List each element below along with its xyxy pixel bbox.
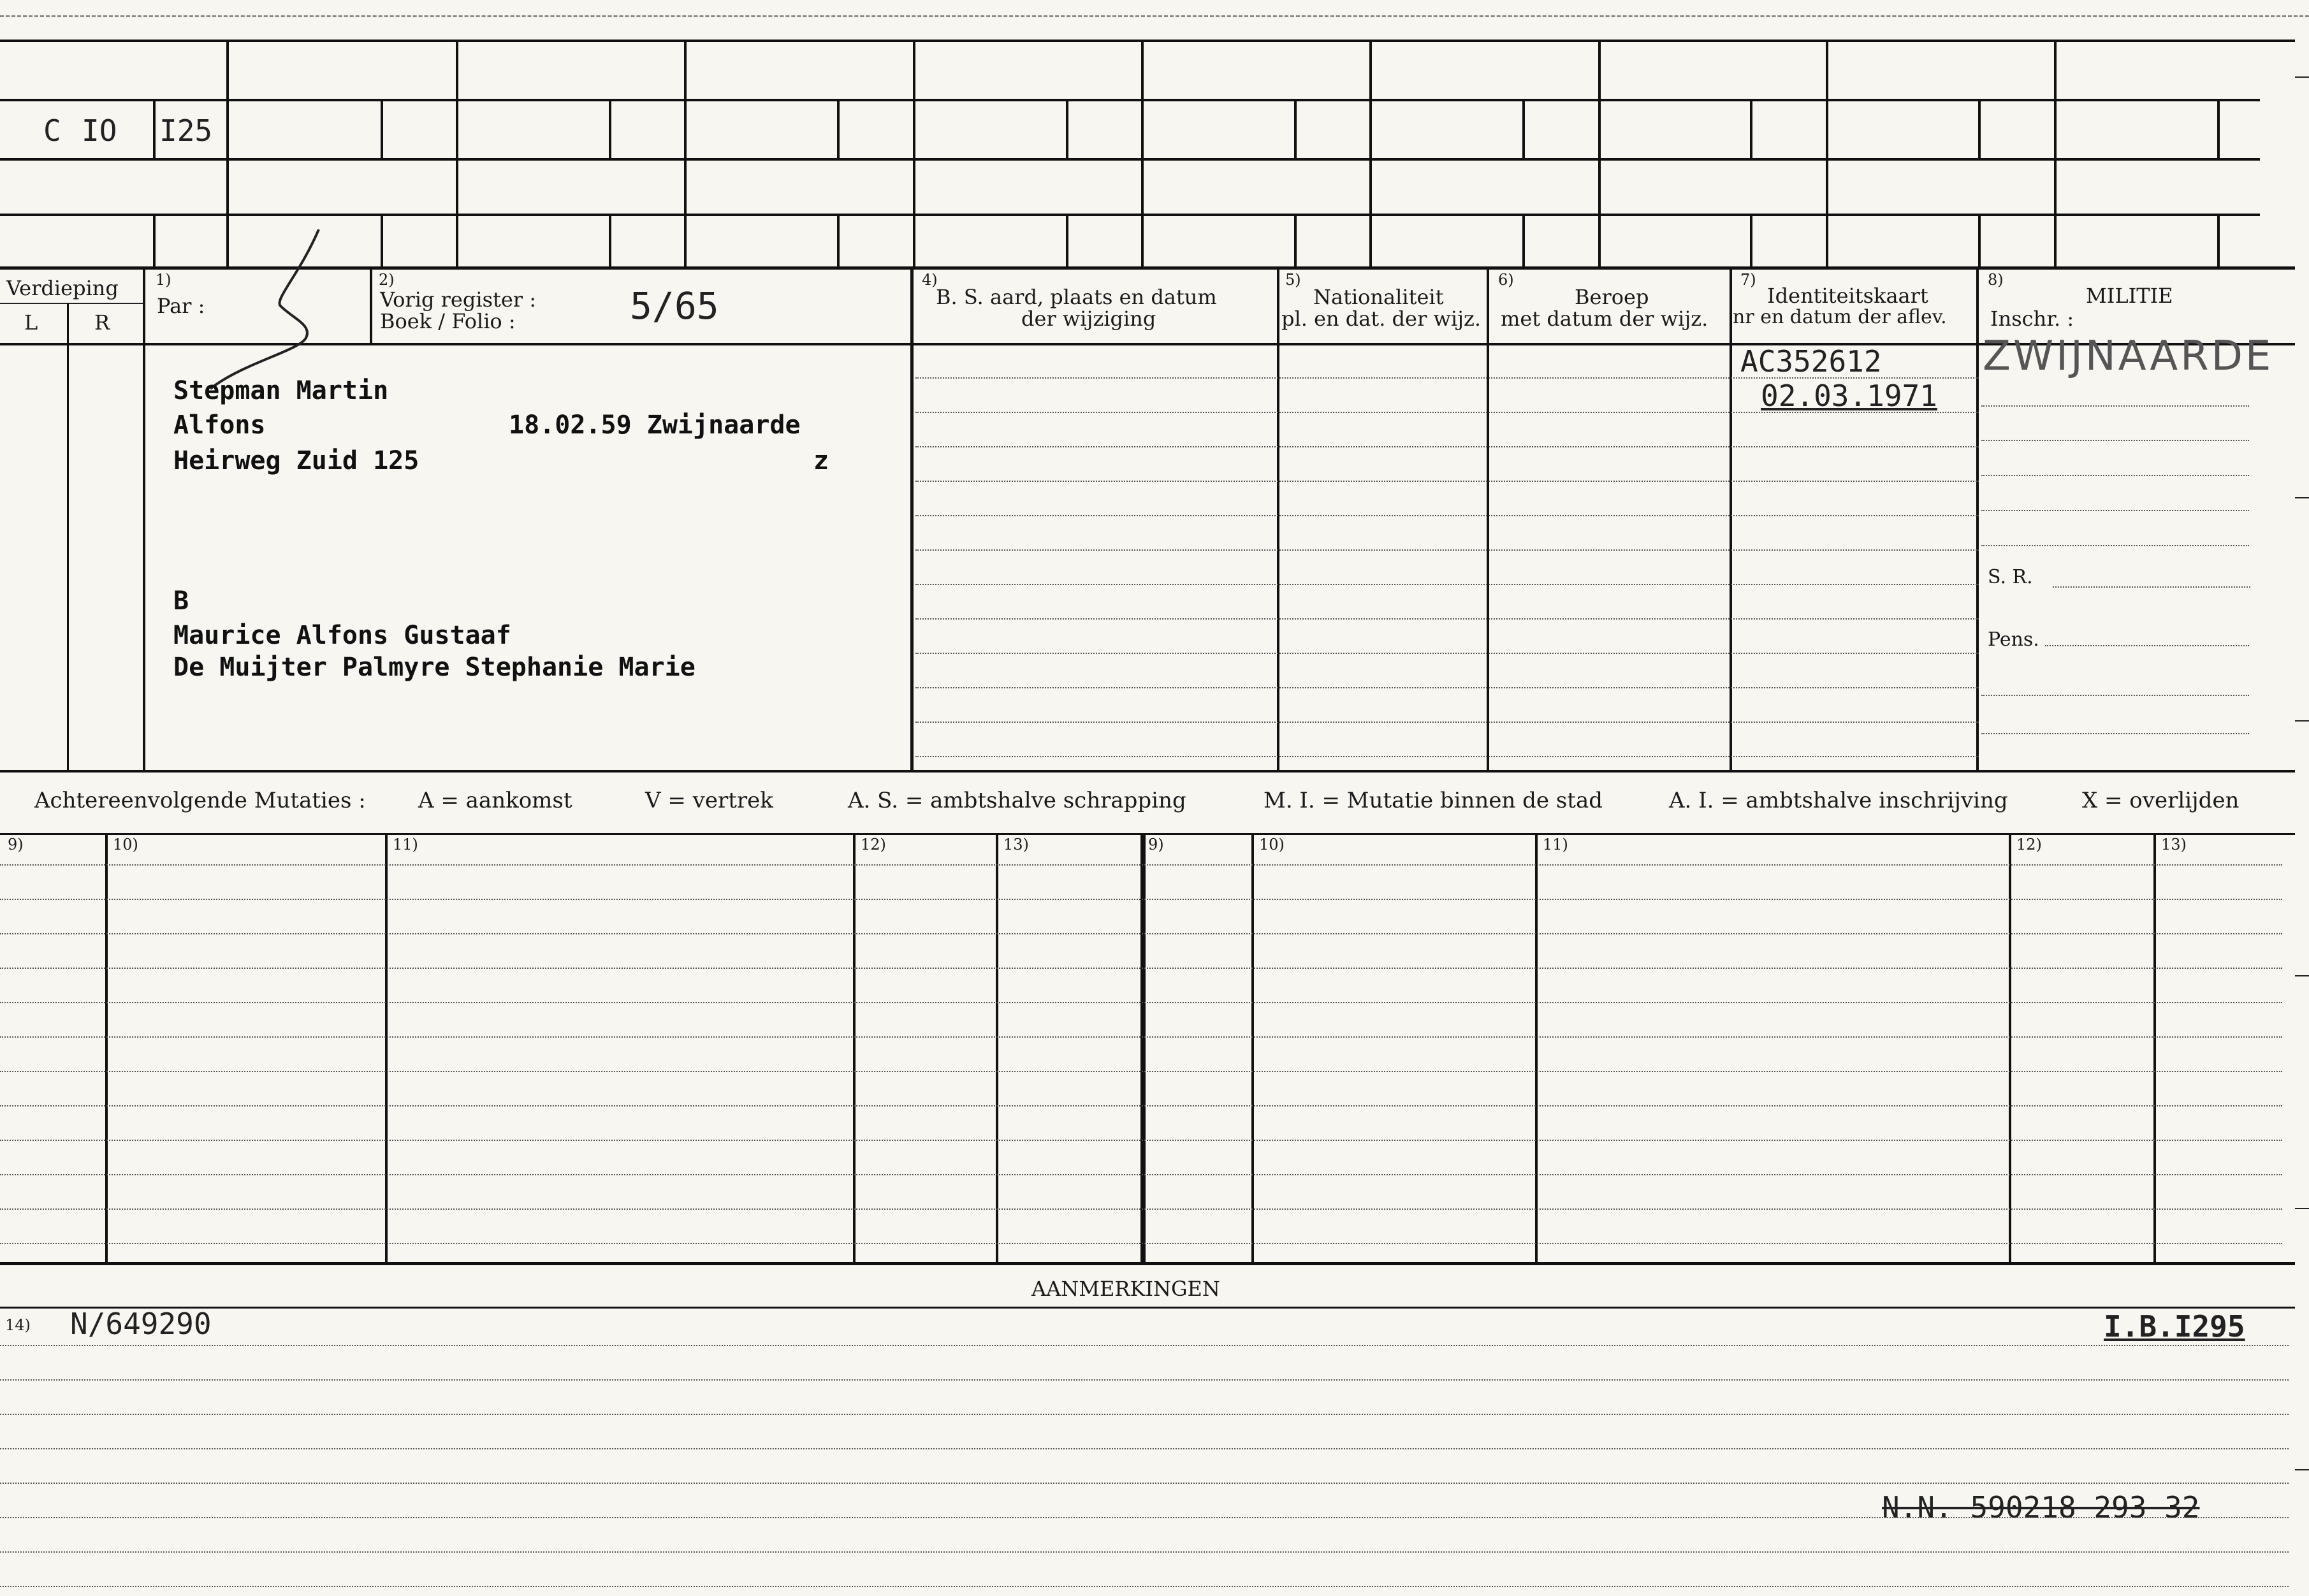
col4-num: 4): [922, 271, 938, 289]
grid-line: [1750, 214, 1752, 268]
mutation-column-line: [1251, 833, 1254, 1263]
grid-line: [1066, 214, 1068, 268]
mutation-row-line: [0, 1071, 2282, 1072]
mutation-column-num: 13): [1003, 836, 1029, 853]
edge-tick: [2295, 1469, 2309, 1470]
mutation-column-line: [853, 833, 856, 1263]
ruled-line: [915, 446, 1979, 447]
militia-sr: S. R.: [1988, 566, 2033, 588]
col7-subtitle: nr en datum der aflev.: [1733, 306, 1947, 328]
mutation-row-line: [0, 1243, 2282, 1244]
block-number: IO: [82, 113, 117, 148]
book-folio-value: 5/65: [630, 284, 719, 328]
grid-line: [1294, 214, 1297, 268]
grid-line: [0, 1307, 2295, 1309]
grid-line: [1066, 99, 1068, 158]
mutation-column-num: 13): [2161, 836, 2187, 853]
edge-tick: [2295, 76, 2309, 78]
grid-line: [2217, 99, 2220, 158]
legend-mi: M. I. = Mutatie binnen de stad: [1264, 788, 1603, 813]
floor-left: L: [24, 310, 38, 335]
ruled-line: [915, 618, 1979, 620]
mutation-row-line: [0, 1208, 2282, 1210]
grid-line: [1277, 268, 1279, 771]
par-num: 1): [156, 271, 171, 289]
remarks-code: I.B.I295: [2104, 1309, 2245, 1344]
prev-register-num: 2): [379, 271, 395, 289]
grid-line: [381, 214, 383, 268]
militia-line: [2053, 586, 2250, 588]
edge-tick: [2295, 497, 2309, 498]
grid-line: [67, 303, 69, 771]
book-folio-label: Boek / Folio :: [380, 309, 516, 333]
torn-top-edge: [0, 15, 2309, 26]
col5-title: Nationaliteit: [1313, 285, 1444, 309]
person-mother: De Muijter Palmyre Stephanie Marie: [173, 653, 696, 682]
mutation-column-num: 11): [393, 836, 418, 853]
person-address: Heirweg Zuid 125: [173, 446, 419, 475]
edge-tick: [2295, 975, 2309, 976]
mutation-column-num: 10): [1259, 836, 1285, 853]
col5-num: 5): [1285, 271, 1301, 289]
grid-line: [1598, 40, 1601, 268]
grid-line: [1294, 99, 1297, 158]
grid-line: [684, 40, 687, 268]
mutation-column-num: 12): [861, 836, 886, 853]
col6-num: 6): [1498, 271, 1514, 289]
grid-line: [456, 40, 458, 268]
grid-line: [153, 214, 156, 268]
grid-line: [609, 99, 611, 158]
legend-title: Achtereenvolgende Mutaties :: [34, 788, 366, 813]
remarks-line: [0, 1448, 2289, 1449]
remarks-line: [0, 1586, 2289, 1587]
remarks-title: AANMERKINGEN: [1031, 1277, 1220, 1301]
grid-line: [837, 99, 840, 158]
mutation-row-line: [0, 1002, 2282, 1003]
id-card-number: AC352612: [1740, 344, 1882, 379]
grid-line: [2054, 40, 2057, 268]
mutation-column-num: 12): [2016, 836, 2042, 853]
ruled-line: [915, 549, 1979, 551]
mutation-column-num: 9): [1148, 836, 1164, 853]
col8-num: 8): [1988, 271, 2004, 289]
grid-line: [153, 99, 156, 158]
prev-register-label: Vorig register :: [380, 287, 537, 312]
mutation-row-line: [0, 899, 2282, 900]
militia-line: [2045, 645, 2249, 646]
grid-line: [913, 40, 915, 268]
legend-as: A. S. = ambtshalve schrapping: [848, 788, 1186, 813]
militia-line: [1981, 440, 2249, 441]
remarks-line: [0, 1414, 2289, 1415]
remarks-line: [0, 1517, 2289, 1518]
grid-line: [1826, 40, 1828, 268]
ruled-line: [915, 584, 1979, 585]
mutation-column-line: [105, 833, 108, 1263]
militia-pens: Pens.: [1988, 628, 2039, 651]
floor-right: R: [94, 310, 110, 335]
mutation-column-num: 9): [8, 836, 24, 853]
remarks-line: [0, 1345, 2289, 1346]
mutation-column-line: [2009, 833, 2011, 1263]
mutation-row-line: [0, 1140, 2282, 1141]
grid-line: [0, 303, 143, 304]
mutation-column-line: [996, 833, 998, 1263]
militia-line: [1981, 733, 2249, 734]
grid-line: [1522, 214, 1525, 268]
grid-line: [1978, 99, 1981, 158]
grid-line: [0, 1262, 2295, 1265]
grid-line: [1141, 40, 1144, 268]
par-label: Par :: [157, 294, 205, 318]
remarks-reference: N/649290: [70, 1307, 212, 1341]
mutation-row-line: [0, 1036, 2282, 1038]
col4-title: B. S. aard, plaats en datum: [936, 285, 1217, 309]
mutation-column-line: [385, 833, 388, 1263]
grid-line: [2217, 214, 2220, 268]
mutation-column-line: [1140, 833, 1146, 1263]
id-card-date: 02.03.1971: [1761, 379, 1937, 413]
grid-line: [910, 268, 914, 771]
militia-title: MILITIE: [2086, 284, 2173, 308]
ruled-line: [915, 722, 1979, 723]
person-name: Stepman Martin: [173, 376, 389, 405]
person-second-name: Alfons: [173, 410, 266, 440]
grid-line: [381, 99, 383, 158]
grid-line: [0, 99, 2260, 101]
grid-line: [1976, 268, 1979, 771]
militia-line: [1981, 475, 2249, 476]
remarks-line: [0, 1551, 2289, 1553]
mutation-column-line: [2153, 833, 2156, 1263]
ruled-line: [915, 653, 1979, 654]
grid-line: [143, 268, 145, 771]
legend-ai: A. I. = ambtshalve inschrijving: [1669, 788, 2008, 813]
mutation-column-num: 10): [113, 836, 138, 853]
person-birth: 18.02.59 Zwijnaarde: [509, 410, 801, 440]
col4-subtitle: der wijziging: [1021, 307, 1156, 331]
house-number: I25: [159, 113, 213, 148]
mutation-column-line: [1535, 833, 1538, 1263]
mutation-column-num: 11): [1543, 836, 1568, 853]
militia-line: [1981, 695, 2249, 696]
col6-title: Beroep: [1575, 285, 1649, 309]
col7-title: Identiteitskaart: [1767, 284, 1928, 308]
mutation-row-line: [0, 1105, 2282, 1106]
grid-line: [1487, 268, 1489, 771]
grid-line: [0, 214, 2260, 216]
floor-label: Verdieping: [6, 276, 119, 300]
militia-line: [1981, 405, 2249, 407]
legend-x: X = overlijden: [2082, 788, 2240, 813]
grid-line: [0, 833, 2295, 835]
mutation-row-line: [0, 1174, 2282, 1175]
militia-stamp: ZWIJNAARDE: [1983, 333, 2274, 380]
block-letter: C: [43, 113, 61, 148]
grid-line: [0, 158, 2260, 161]
grid-line: [1730, 268, 1732, 771]
legend-a: A = aankomst: [418, 788, 572, 813]
mutation-row-line: [0, 968, 2282, 969]
remarks-line: [0, 1483, 2289, 1484]
col7-num: 7): [1740, 271, 1756, 289]
grid-line: [370, 268, 372, 344]
col5-subtitle: pl. en dat. der wijz.: [1281, 307, 1482, 331]
militia-line: [1981, 510, 2249, 511]
grid-line: [837, 214, 840, 268]
grid-line: [1978, 214, 1981, 268]
grid-line: [1750, 99, 1752, 158]
mutation-row-line: [0, 864, 2282, 866]
legend-v: V = vertrek: [645, 788, 773, 813]
grid-line: [0, 770, 2295, 773]
grid-line: [609, 214, 611, 268]
remarks-line: [0, 1379, 2289, 1381]
grid-line: [1522, 99, 1525, 158]
ruled-line: [915, 515, 1979, 516]
national-number: N.N. 590218 293 32: [1882, 1490, 2200, 1525]
person-father: Maurice Alfons Gustaaf: [173, 621, 511, 650]
grid-line: [0, 40, 2295, 42]
mutation-row-line: [0, 933, 2282, 934]
grid-line: [1369, 40, 1372, 268]
militia-line: [1981, 545, 2249, 546]
ruled-line: [915, 687, 1979, 688]
edge-tick: [2295, 1208, 2309, 1209]
militia-inschr: Inschr. :: [1990, 307, 2074, 331]
person-b: B: [173, 586, 189, 616]
edge-tick: [2295, 720, 2309, 722]
person-marker: z: [813, 446, 829, 475]
col6-subtitle: met datum der wijz.: [1501, 307, 1708, 331]
ruled-line: [915, 481, 1979, 482]
ruled-line: [915, 756, 1979, 757]
remarks-num: 14): [5, 1316, 31, 1334]
pen-mark: [204, 223, 370, 395]
